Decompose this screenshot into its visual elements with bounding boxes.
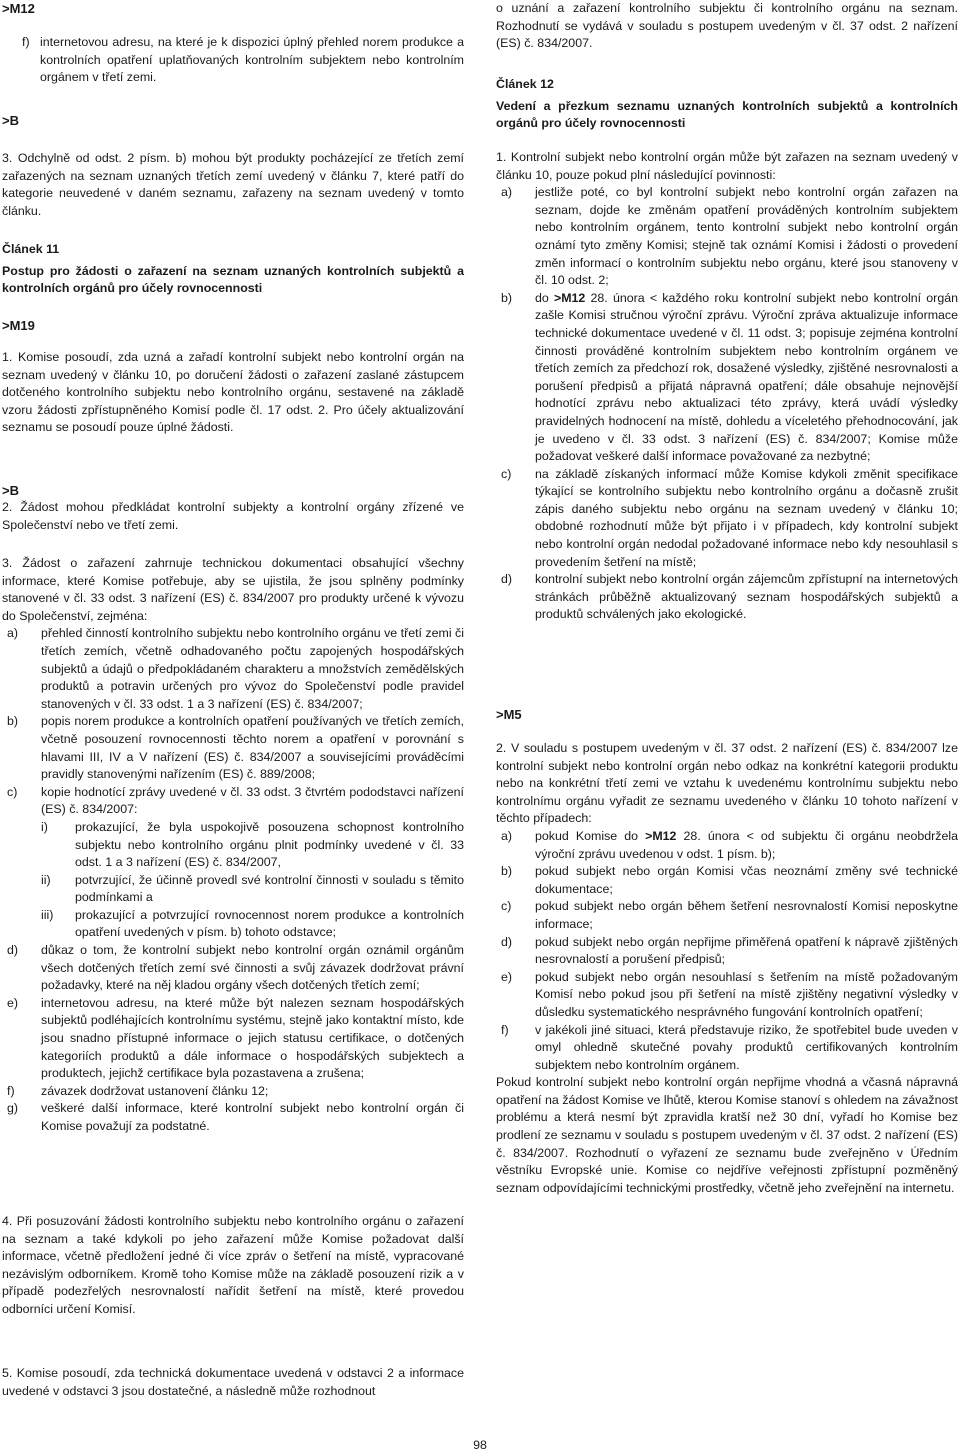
- left-paragraph-1: [2, 349, 464, 437]
- article-number: Článek 11: [2, 242, 60, 256]
- list-item: d) důkaz o tom, že kontrolní subjekt nebo kontrolní orgán oznámil orgánům všech dotčených třetích zemí své činnosti a svůj závazek dodržovat právní požadavky, které na něj kladou orgány všech dotčených třetích zemí;: [7, 943, 464, 993]
- right-paragraph-2: [496, 740, 958, 1197]
- paragraph: 2. Žádost mohou předkládat kontrolní subjekty a kontrolní orgány zřízené ve Společenství nebo ve třetí zemi.: [2, 500, 464, 532]
- amendment-marker-b: >B: [2, 483, 19, 498]
- paragraph: Pokud kontrolní subjekt nebo kontrolní orgán nepřijme vhodná a včasná nápravná opatření na žádost Komise ve lhůtě, kterou Komise stanoví s ohledem na závažnost problému a která nesmí být zpravidla kratší než 30 dní, vyřadí ho Komise bez prodlení ze seznamu v souladu s postupem uvedeným v čl. 37 odst. 2 nařízení (ES) č. 834/2007. Rozhodnutí o vyřazení ze seznamu bude zveřejněno v Úředním věstníku Evropské unie. Komise co nejdříve veřejnosti zpřístupní pozměněný seznam odpovídajícími technickými prostředky, včetně jeho zveřejnění na internetu.: [496, 1075, 958, 1195]
- amendment-marker-m12: >M12: [553, 290, 586, 305]
- sub-list-item: ii) potvrzující, že účinně provedl své kontrolní činnosti v souladu s těmito podmínkami a: [41, 872, 464, 905]
- paragraph: o uznání a zařazení kontrolního subjektu či kontrolního orgánu na seznam. Rozhodnutí se vydává v souladu s postupem uvedeným v čl. 37 odst. 2 nařízení (ES) č. 834/2007.: [496, 1, 958, 51]
- article-title: Postup pro žádosti o zařazení na seznam uznaných kontrolních subjektů a kontrolních orgánů pro účely rovnocennosti: [2, 263, 464, 296]
- list-item: d) pokud subjekt nebo orgán nepřijme přiměřená opatření k nápravě zjištěných nesrovnalostí a porušení předpisů;: [501, 934, 958, 967]
- sub-list-item: i) prokazující, že byla uspokojivě posouzena schopnost kontrolního subjektu nebo kontrolního orgánu plnit podmínky uvedené v čl. 33 odst. 1 a 3 nařízení (ES) č. 834/2007,: [41, 819, 464, 870]
- list-item: c) kopie hodnotící zprávy uvedené v čl. 33 odst. 3 čtvrtém pododstavci nařízení (ES) č. 834/2007:: [7, 784, 464, 817]
- list-item: a) přehled činností kontrolního subjektu nebo kontrolního orgánu ve třetí zemi či třetích zemích, včetně odhadovaného počtu zapojených hospodářských subjektů a údajů o předpokládaném charakteru a množstvích zemědělských produktů a potravin určených pro vývoz do Společenství podle pravidel stanovených v čl. 33 odst. 1 a 3 nařízení (ES) č. 834/2007;: [7, 626, 464, 711]
- list-item: b) do >M12 28. února < každého roku kontrolní subjekt nebo kontrolní orgán zašle Komisi stručnou výroční zprávu. Výroční zpráva aktualizuje informace technické dokumentace uvedené v čl. 11 odst. 3; popisuje zejména kontrolní činnosti prováděné kontrolním subjektem nebo kontrolním orgánem ve třetích zemích za předchozí rok, dosažené výsledky, zjištěné nesrovnalosti a porušení předpisů a přijatá nápravná opatření; dále obsahuje nejnovější hodnotící zprávu nebo aktualizaci této zprávy, která uvádí výsledky pravidelných hodnocení na místě, dohledu a víceletého přehodnocování, jak je uvedeno v čl. 33 odst. 3 nařízení (ES) č. 834/2007; Komise může požadovat veškeré další informace považované za nezbytné;: [501, 290, 958, 464]
- sub-list-item: iii) prokazující a potvrzující rovnocennost norem produkce a kontrolních opatření uvedených v písm. b) tohoto odstavce;: [41, 907, 464, 940]
- list-item: b) popis norem produkce a kontrolních opatření používaných ve třetích zemích, včetně posouzení rovnocennosti těchto norem a opatření v porovnání s hlavami III, IV a V nařízení (ES) č. 834/2007 a souvisejícími prováděcími pravidly stanovenými nařízením (ES) č. 889/2008;: [7, 714, 464, 782]
- left-paragraph-5: [2, 1365, 464, 1400]
- left-paragraph-3-list: [2, 555, 464, 1136]
- list-item: f) závazek dodržovat ustanovení článku 12;: [7, 1083, 269, 1098]
- list-item: e) internetovou adresu, na které může být nalezen seznam hospodářských subjektů podléhajících kontrolnímu systému, stejně jako kontaktní místo, kde jsou snadno přístupné informace o jejich statusu certifikace, o dotčených kategoriích produktů a dále informace o hospodářských subjektech a produktech, jejichž certifikace byla pozastavena a zrušena;: [7, 995, 464, 1081]
- list-item: b) pokud subjekt nebo orgán Komisi včas neoznámí změny své technické dokumentace;: [501, 864, 958, 896]
- amendment-marker-b: >B: [2, 113, 19, 128]
- amendment-marker-m12: >M12: [645, 828, 677, 843]
- paragraph: 5. Komise posoudí, zda technická dokumentace uvedená v odstavci 2 a informace uvedené v odstavci 3 jsou dostatečné, a následně může rozhodnout: [2, 1366, 464, 1398]
- article-12-heading: [496, 76, 958, 133]
- list-item: c) pokud subjekt nebo orgán během šetření nesrovnalostí Komisi neposkytne informace;: [501, 899, 958, 931]
- left-paragraph-4: [2, 1213, 464, 1319]
- paragraph: 3. Odchylně od odst. 2 písm. b) mohou být produkty pocházející ze třetích zemí zařazených na seznam uznaných třetích zemí uvedený v článku 7, které patří do kategorie neuvedené v daném seznamu, zařazeny na seznam uvedený v tomto článku.: [2, 151, 464, 218]
- article-11-heading: [2, 241, 464, 298]
- list-item: c) na základě získaných informací může Komise kdykoli změnit specifikace týkající se kontrolního subjektu nebo kontrolního orgánu a dočasně zrušit zápis daného subjektu nebo orgánu na seznam uvedený v článku 10; obdobné rozhodnutí může být přijato i v případech, kdy kontrolní subjekt nebo kontrolní orgán nedodal požadované informace nebo kdy nesouhlasil s provedením šetření na místě;: [501, 466, 958, 569]
- right-continuation: [496, 0, 958, 53]
- right-paragraph-1: [496, 149, 958, 624]
- list-item: a) jestliže poté, co byl kontrolní subjekt nebo kontrolní orgán zařazen na seznam, dojde ke změnám opatření prováděných kontrolním subjektem nebo kontrolním orgánem, tento kontrolní subjekt nebo kontrolní orgán oznámí tyto změny Komisi; stejně tak oznámí Komisi i žádosti o provedení změn informací o kontrolním subjektu nebo orgánu, které jsou stanoveny v čl. 10 odst. 2;: [501, 185, 958, 288]
- page-number: 98: [473, 1438, 487, 1452]
- article-number: Článek 12: [496, 77, 554, 91]
- paragraph: 2. V souladu s postupem uvedeným v čl. 37 odst. 2 nařízení (ES) č. 834/2007 lze kontrolní subjekt nebo kontrolní orgán nebo odkaz na konkrétní kategorii produktu nebo na konkrétní třetí zemi ve vztahu k uvedenému kontrolnímu subjektu nebo kontrolnímu orgánu vyřadit ze seznamu uvedeného v článku 10 tohoto nařízení v těchto případech:: [496, 741, 958, 826]
- left-top-item: f) internetovou adresu, na které je k dispozici úplný přehled norem produkce a kontrolních opatření uplatňovaných kontrolním subjektem nebo kontrolním orgánem v třetí zemi.: [2, 34, 464, 87]
- list-item: d) kontrolní subjekt nebo kontrolní orgán zájemcům zpřístupní na internetových stránkách průběžně aktualizovaný seznam hospodářských subjektů a produktů schválených jako ekologické.: [501, 572, 958, 622]
- list-item: f) v jakékoli jiné situaci, která představuje riziko, že spotřebitel bude uveden v omyl ohledně skutečné povahy produktů certifikovaných kontrolním subjektem nebo kontrolním orgánem.: [501, 1022, 958, 1072]
- amendment-marker-m19: >M19: [2, 318, 35, 333]
- amendment-marker-m12: >M12: [2, 1, 35, 16]
- article-title: Vedení a přezkum seznamu uznaných kontrolních subjektů a kontrolních orgánů pro účely rovnocennosti: [496, 98, 958, 131]
- list-item: g) veškeré další informace, které kontrolní subjekt nebo kontrolní orgán či Komise považují za podstatné.: [7, 1101, 464, 1133]
- paragraph: 3. Žádost o zařazení zahrnuje technickou dokumentaci obsahující všechny informace, které Komise potřebuje, aby se ujistila, že jsou splněny podmínky stanovené v čl. 33 odst. 3 nařízení (ES) č. 834/2007 pro produkty určené k vývozu do Společenství, zejména:: [2, 556, 464, 623]
- paragraph: 1. Komise posoudí, zda uzná a zařadí kontrolní subjekt nebo kontrolní orgán na seznam uvedený v článku 10, po doručení žádosti o zařazení zaslané zástupcem dotčeného kontrolního subjektu nebo kontrolního orgánu, sestavené na základě vzoru žádosti zpřístupněného Komisí podle čl. 17 odst. 2. Pro účely aktualizování seznamu se posoudí pouze úplné žádosti.: [2, 350, 464, 435]
- item-text: internetovou adresu, na které je k dispozici úplný přehled norem produkce a kontrolních opatření uplatňovaných kontrolním subjektem nebo kontrolním orgánem v třetí zemi.: [40, 35, 464, 85]
- left-paragraph-2: [2, 499, 464, 534]
- left-paragraph-3: [2, 150, 464, 220]
- paragraph: 1. Kontrolní subjekt nebo kontrolní orgán může být zařazen na seznam uvedený v článku 10, pouze pokud plní následující povinnosti:: [496, 150, 958, 182]
- list-item: e) pokud subjekt nebo orgán nesouhlasí s šetřením na místě požadovaným Komisí nebo pokud jsou při šetření na místě zjištěny negativní výsledky v důsledku systematického nesprávného fungování kontrolních opatření;: [501, 969, 958, 1019]
- list-item: a) pokud Komise do >M12 28. února < od subjektu či orgánu neobdržela výroční zprávu uvedenou v odst. 1 písm. b);: [501, 828, 959, 861]
- amendment-marker-m5: >M5: [496, 707, 522, 722]
- paragraph: 4. Při posuzování žádosti kontrolního subjektu nebo kontrolního orgánu o zařazení na seznam a také kdykoli po jeho zařazení může Komise požadovat další informace, včetně předložení jedné či více zpráv o šetření na místě, vypracované nezávislým odborníkem. Kromě toho Komise může na základě posouzení rizik a v případě podezřelých nesrovnalostí nařídit šetření na místě, které provedou odborníci určení Komisí.: [2, 1214, 464, 1316]
